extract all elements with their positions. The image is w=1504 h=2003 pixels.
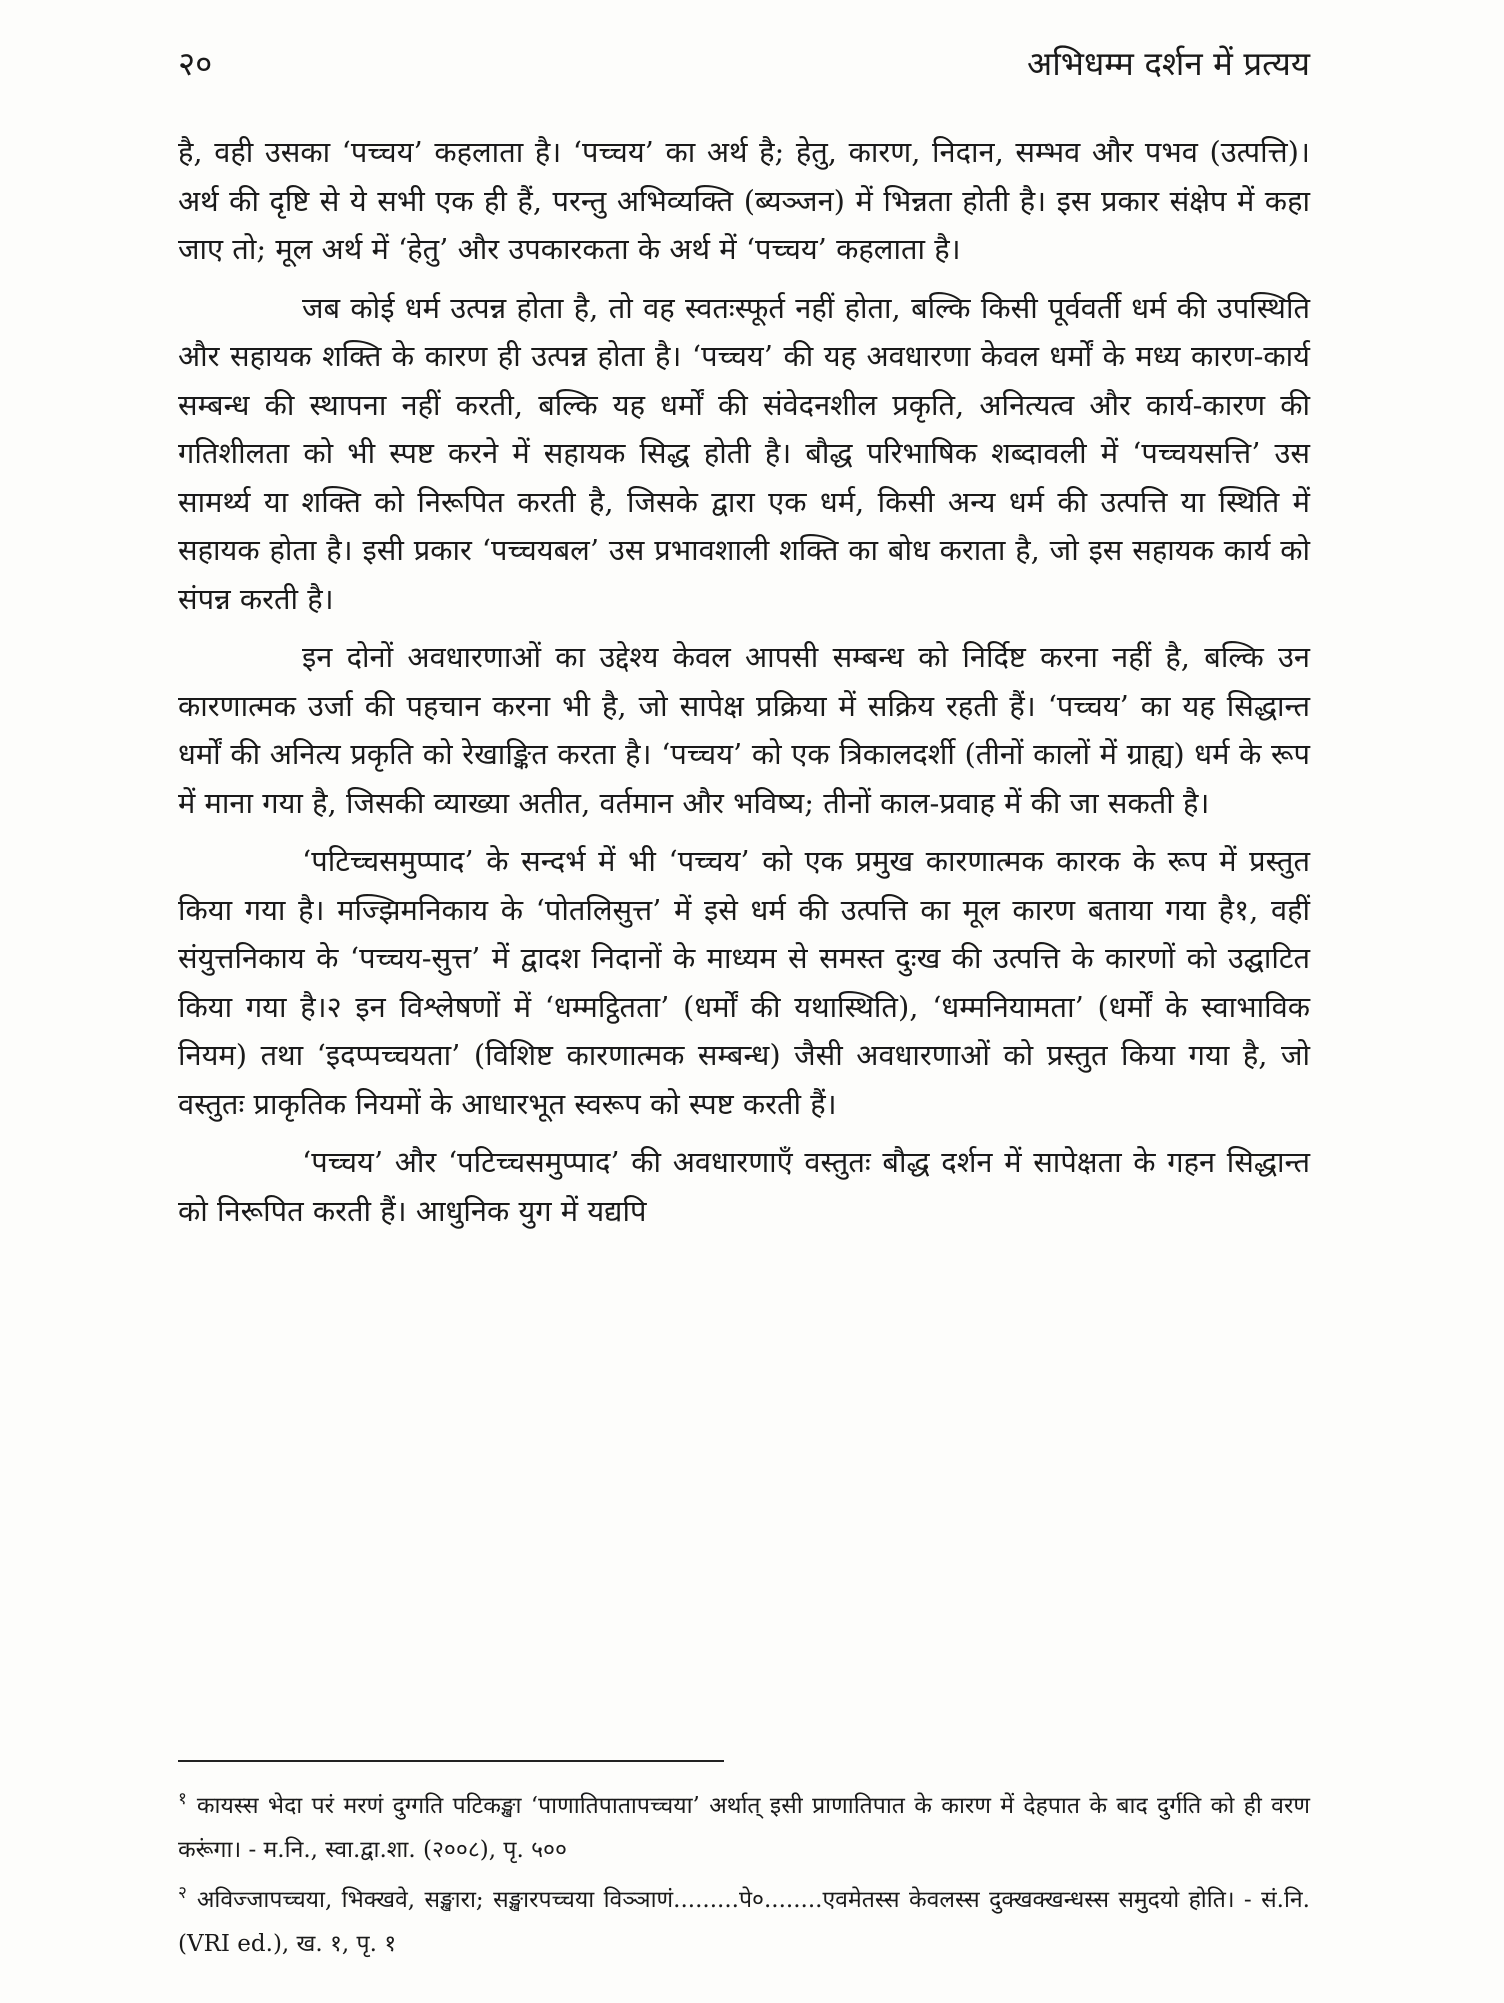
footnote-2 [178, 1878, 1310, 1966]
footnotes [178, 1784, 1310, 1972]
footnote-divider [178, 1760, 724, 1762]
page-header [178, 40, 1310, 100]
running-title: अभिधम्म दर्शन में प्रत्यय [1027, 44, 1310, 83]
footnote-text: कायस्स भेदा परं मरणं दुग्गति पटिकङ्खा ‘पाणातिपातापच्चया’ अर्थात् इसी प्राणातिपात के कारण में देहपात के बाद दुर्गति को ही वरण करूंगा। - म.नि., स्वा.द्वा.शा. (२००८), पृ. ५०० [178, 1793, 1310, 1863]
footnote-1 [178, 1784, 1310, 1872]
paragraph-paticcasamuppada: ‘पटिच्चसमुप्पाद’ के सन्दर्भ में भी ‘पच्चय’ को एक प्रमुख कारणात्मक कारक के रूप में प्रस्तुत किया गया है। मज्झिमनिकाय के ‘पोतलिसुत्त’ में इसे धर्म की उत्पत्ति का मूल कारण बताया गया है१, वहीं संयुत्तनिकाय के ‘पच्चय-सुत्त’ में द्वादश निदानों के माध्यम से समस्त दुःख की उत्पत्ति के कारणों को उद्घाटित किया गया है।२ इन विश्लेषणों में ‘धम्मट्ठितता’ (धर्मों की यथास्थिति), ‘धम्मनियामता’ (धर्मों के स्वाभाविक नियम) तथा ‘इदप्पच्चयता’ (विशिष्ट कारणात्मक सम्बन्ध) जैसी अवधारणाओं को प्रस्तुत किया गया है, जो वस्तुतः प्राकृतिक नियमों के आधारभूत स्वरूप को स्पष्ट करती हैं। [178, 844, 1310, 1121]
paragraph-relativity: ‘पच्चय’ और ‘पटिच्चसमुप्पाद’ की अवधारणाएँ वस्तुतः बौद्ध दर्शन में सापेक्षता के गहन सिद्धान्त को निरूपित करती हैं। आधुनिक युग में यद्यपि [178, 1145, 1310, 1228]
footnote-mark: २ [178, 1883, 187, 1904]
body-text [178, 128, 1310, 1245]
paragraph-continuation: है, वही उसका ‘पच्चय’ कहलाता है। ‘पच्चय’ का अर्थ है; हेतु, कारण, निदान, सम्भव और पभव (उत्पत्ति)। अर्थ की दृष्टि से ये सभी एक ही हैं, परन्तु अभिव्यक्ति (ब्यञ्जन) में भिन्नता होती है। इस प्रकार संक्षेप में कहा जाए तो; मूल अर्थ में ‘हेतु’ और उपकारकता के अर्थ में ‘पच्चय’ कहलाता है। [178, 135, 1310, 266]
footnote-text: अविज्जापच्चया, भिक्खवे, सङ्खारा; सङ्खारपच्चया विञ्ञाणं.........पे०........एवमेतस्स केवलस्स दुक्खक्खन्धस्स समुदयो होति। - सं.नि. (VRI ed.), ख. १, पृ. १ [178, 1887, 1310, 1957]
footnote-mark: १ [178, 1789, 187, 1810]
paragraph-pachchaya-origin: जब कोई धर्म उत्पन्न होता है, तो वह स्वतःस्फूर्त नहीं होता, बल्कि किसी पूर्ववर्ती धर्म की उपस्थिति और सहायक शक्ति के कारण ही उत्पन्न होता है। ‘पच्चय’ की यह अवधारणा केवल धर्मों के मध्य कारण-कार्य सम्बन्ध की स्थापना नहीं करती, बल्कि यह धर्मों की संवेदनशील प्रकृति, अनित्यत्व और कार्य-कारण की गतिशीलता को भी स्पष्ट करने में सहायक सिद्ध होती है। बौद्ध परिभाषिक शब्दावली में ‘पच्चयसत्ति’ उस सामर्थ्य या शक्ति को निरूपित करती है, जिसके द्वारा एक धर्म, किसी अन्य धर्म की उत्पत्ति या स्थिति में सहायक होता है। इसी प्रकार ‘पच्चयबल’ उस प्रभावशाली शक्ति का बोध कराता है, जो इस सहायक कार्य को संपन्न करती है। [178, 290, 1310, 616]
paragraph-concepts-purpose: इन दोनों अवधारणाओं का उद्देश्य केवल आपसी सम्बन्ध को निर्दिष्ट करना नहीं है, बल्कि उन कारणात्मक उर्जा की पहचान करना भी है, जो सापेक्ष प्रक्रिया में सक्रिय रहती हैं। ‘पच्चय’ का यह सिद्धान्त धर्मों की अनित्य प्रकृति को रेखाङ्कित करता है। ‘पच्चय’ को एक त्रिकालदर्शी (तीनों कालों में ग्राह्य) धर्म के रूप में माना गया है, जिसकी व्याख्या अतीत, वर्तमान और भविष्य; तीनों काल-प्रवाह में की जा सकती है। [178, 640, 1310, 820]
page-number: २० [178, 44, 213, 83]
